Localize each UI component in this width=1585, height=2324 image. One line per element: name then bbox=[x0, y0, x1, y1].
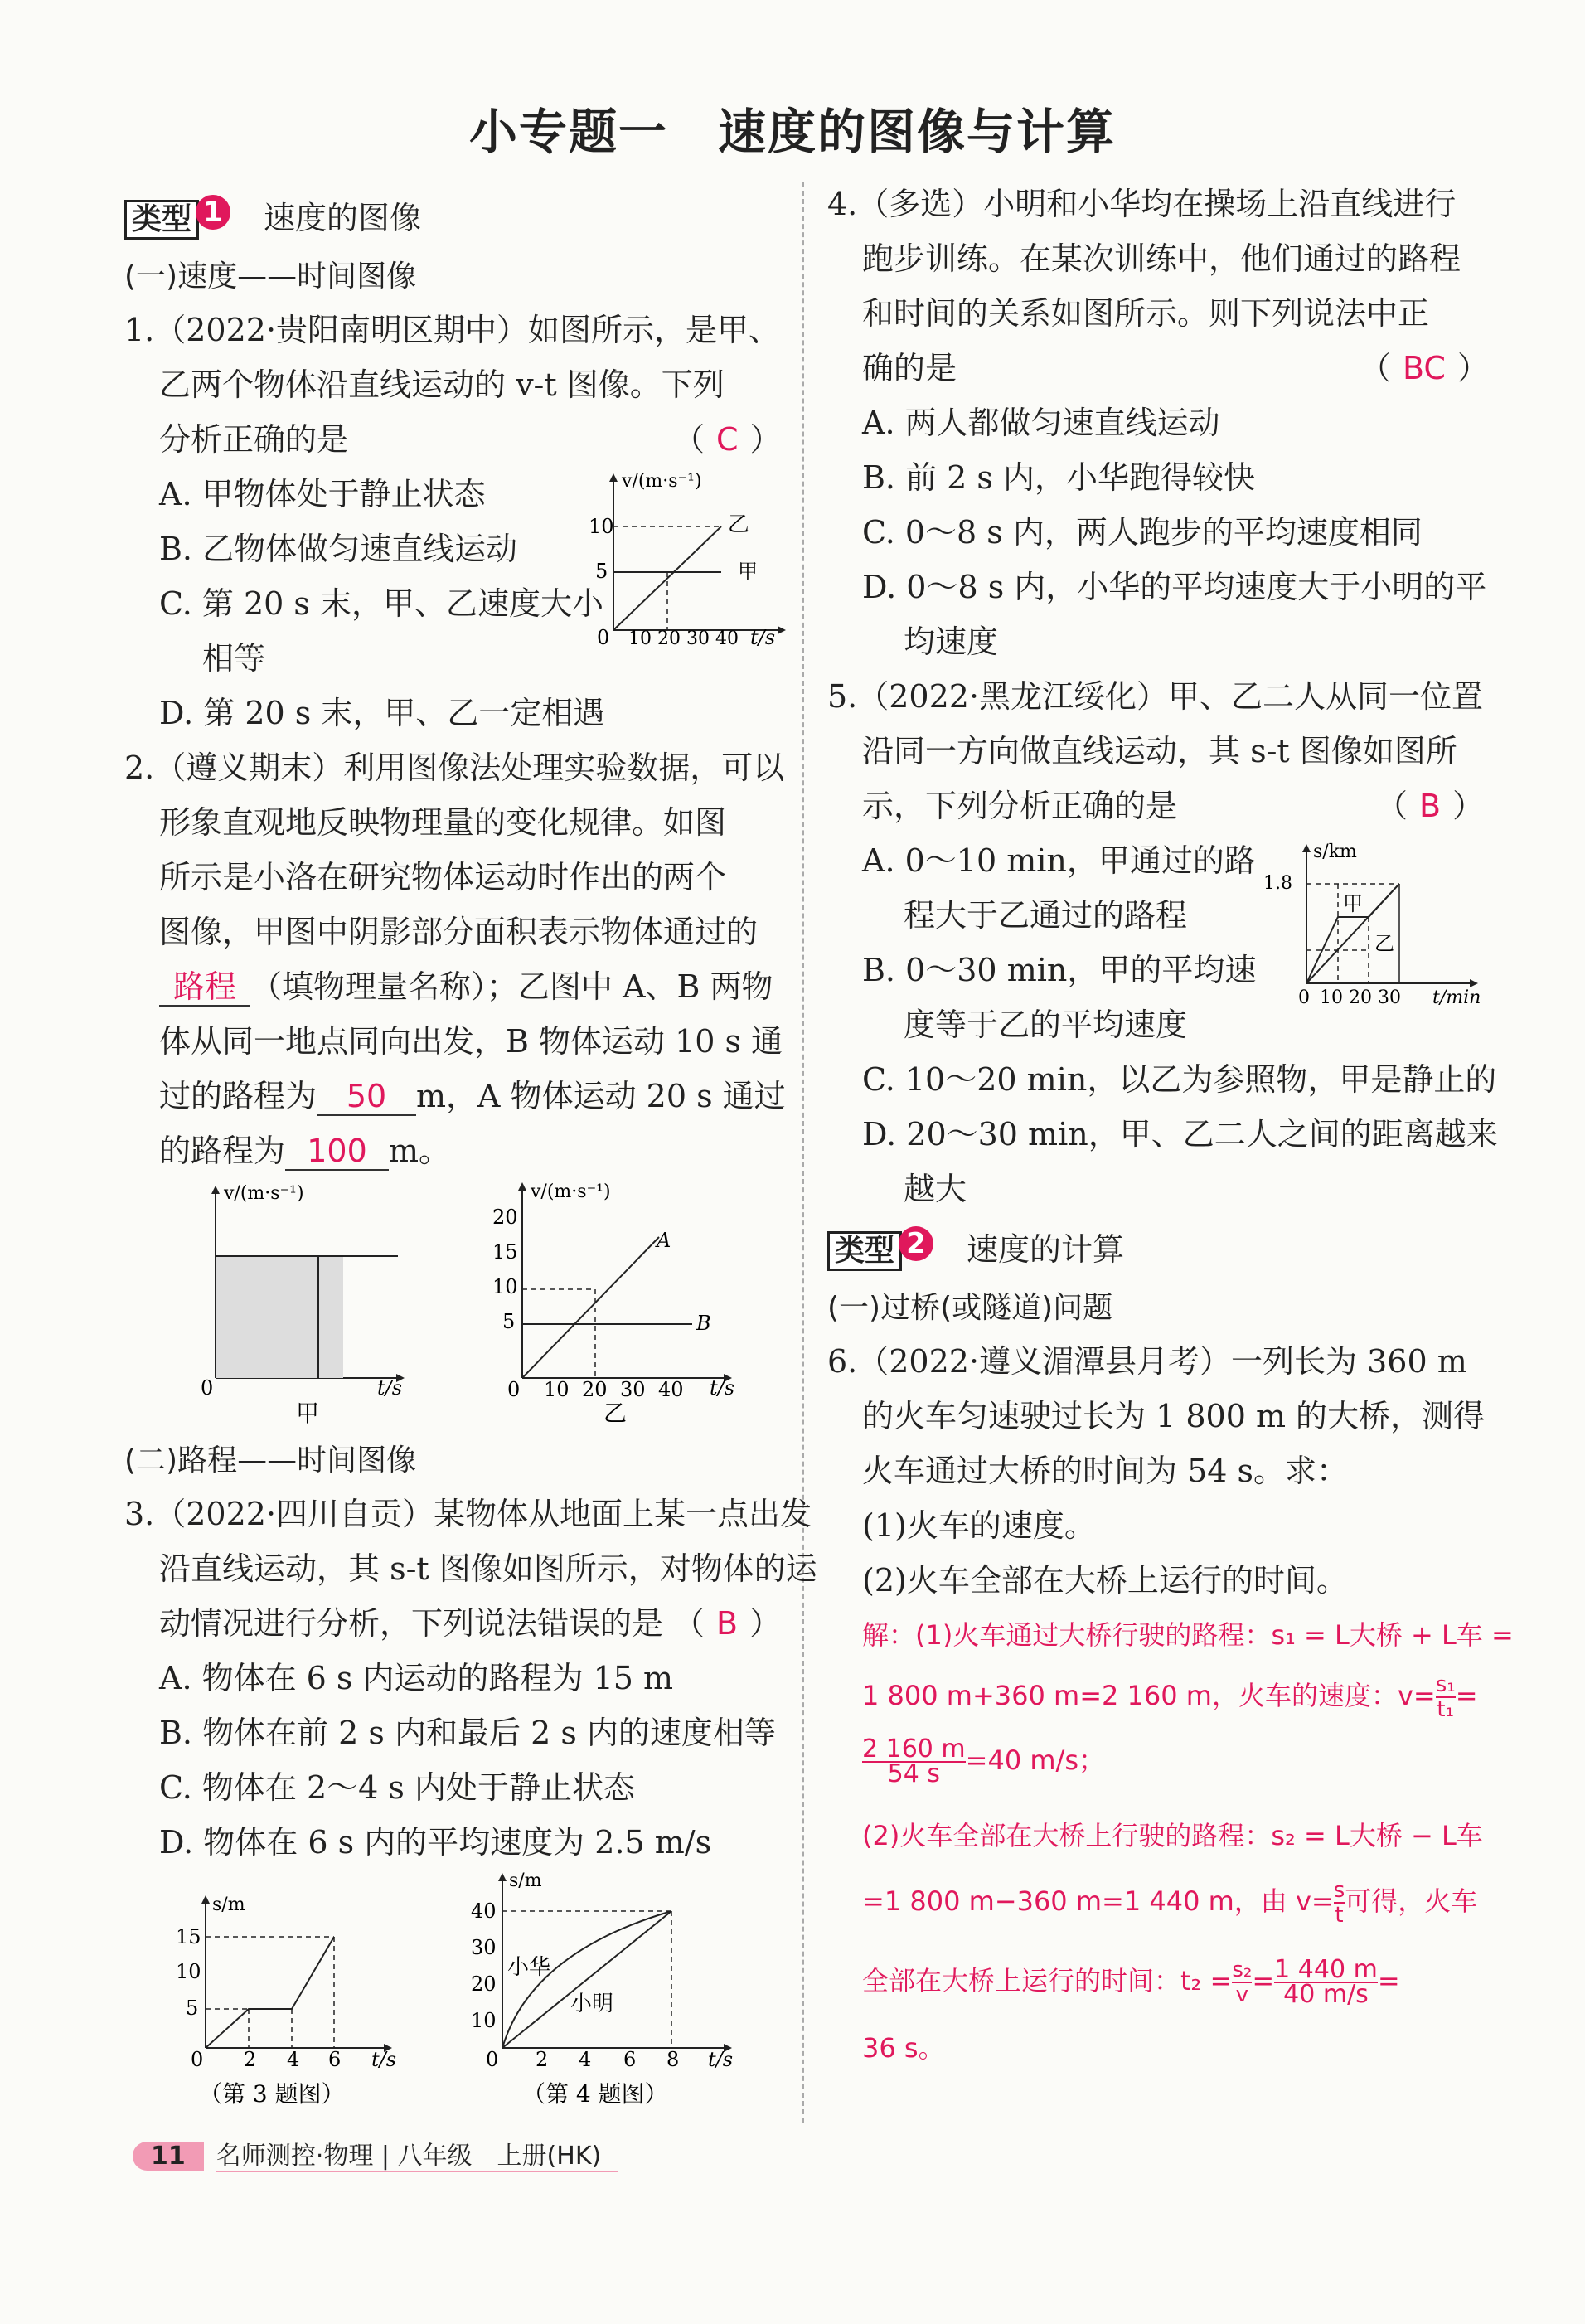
q4-line1: 4.（多选）小明和小华均在操场上沿直线进行 bbox=[827, 186, 1457, 222]
q2-graph-yi bbox=[489, 1171, 746, 1428]
q2-graph-jia bbox=[191, 1171, 414, 1428]
svg-text:5: 5 bbox=[186, 1997, 199, 2020]
svg-text:t/min: t/min bbox=[1432, 987, 1481, 1008]
svg-text:s/m: s/m bbox=[509, 1870, 542, 1891]
svg-text:10: 10 bbox=[492, 1275, 518, 1298]
page-title: 小专题一 速度的图像与计算 bbox=[468, 104, 1116, 160]
q2-blank-3: 100 bbox=[285, 1133, 389, 1171]
q5-option-a: A. 0～10 min，甲通过的路 bbox=[862, 842, 1256, 879]
svg-text:10 20 30 40: 10 20 30 40 bbox=[628, 628, 739, 647]
svg-text:v/(m·s⁻¹): v/(m·s⁻¹) bbox=[531, 1181, 611, 1202]
svg-text:（第 4 题图）: （第 4 题图） bbox=[522, 2080, 668, 2108]
q6-solution-7: 36 s。 bbox=[862, 2032, 945, 2064]
q5-option-c: C. 10～20 min，以乙为参照物，甲是静止的 bbox=[862, 1061, 1497, 1098]
svg-text:5: 5 bbox=[595, 560, 608, 583]
svg-text:v/(m·s⁻¹): v/(m·s⁻¹) bbox=[224, 1183, 304, 1204]
svg-text:0: 0 bbox=[597, 626, 610, 647]
svg-text:0: 0 bbox=[1298, 987, 1310, 1008]
q2-blank-1: 路程 bbox=[159, 968, 250, 1007]
q2-line6: 体从同一地点同向出发，B 物体运动 10 s 通 bbox=[159, 1023, 783, 1060]
svg-text:乙: 乙 bbox=[1374, 932, 1394, 955]
q1-option-c: C. 第 20 s 末，甲、乙速度大小 bbox=[159, 585, 603, 622]
q5-option-b: B. 0～30 min，甲的平均速 bbox=[862, 952, 1257, 988]
q6-solution-6: 全部在大桥上运行的时间：t₂ = $\frac{\text{s₂}}{v}$ = $\frac{1 440 m}{40 m/s}$ = bbox=[862, 1955, 1400, 2009]
q1-line2: 乙两个物体沿直线运动的 v-t 图像。下列 bbox=[159, 366, 725, 403]
q4-option-d-cont: 均速度 bbox=[904, 623, 999, 660]
svg-text:t/s: t/s bbox=[710, 1376, 735, 1400]
svg-text:甲: 甲 bbox=[1343, 892, 1363, 915]
q5-option-b-cont: 度等于乙的平均速度 bbox=[904, 1007, 1188, 1043]
svg-text:2: 2 bbox=[244, 2048, 257, 2071]
q2-blank-2: 50 bbox=[317, 1078, 416, 1116]
q4-option-a: A. 两人都做匀速直线运动 bbox=[862, 405, 1220, 441]
svg-text:t/s: t/s bbox=[377, 1376, 403, 1400]
q2-line2: 形象直观地反映物理量的变化规律。如图 bbox=[159, 804, 727, 841]
q5-option-a-cont: 程大于乙通过的路程 bbox=[904, 897, 1188, 934]
type-number: 2 bbox=[899, 1226, 933, 1261]
q5-st-graph bbox=[1260, 837, 1509, 1016]
svg-text:10 20 30: 10 20 30 bbox=[1320, 987, 1401, 1008]
q5-line1: 5.（2022·黑龙江绥化）甲、乙二人从同一位置 bbox=[827, 678, 1484, 715]
q4-answer-bracket: （ BC ） bbox=[1360, 350, 1489, 386]
type-name: 速度的图像 bbox=[264, 200, 422, 236]
svg-text:B: B bbox=[696, 1312, 711, 1335]
type-number: 1 bbox=[196, 195, 230, 230]
svg-text:4: 4 bbox=[287, 2048, 300, 2071]
svg-text:小华: 小华 bbox=[507, 1955, 551, 1980]
svg-text:2: 2 bbox=[536, 2048, 549, 2071]
svg-text:40: 40 bbox=[658, 1378, 684, 1401]
q6-solution-3: $\frac{2 160 m}{54 s}$ =40 m/s； bbox=[862, 1735, 1105, 1788]
section-heading: (一)速度——时间图像 bbox=[124, 260, 417, 294]
q5-answer: B bbox=[1419, 788, 1442, 824]
svg-text:15: 15 bbox=[176, 1925, 201, 1948]
q6-line2: 的火车匀速驶过长为 1 800 m 的大桥，测得 bbox=[862, 1398, 1486, 1434]
q1-line3: 分析正确的是 bbox=[159, 421, 349, 458]
q1-vt-graph bbox=[580, 468, 796, 647]
footer bbox=[133, 2135, 618, 2171]
q1-line1: 1.（2022·贵阳南明区期中）如图所示，是甲、 bbox=[124, 312, 781, 348]
svg-text:10: 10 bbox=[589, 515, 614, 538]
q2-line1: 2.（遵义期末）利用图像法处理实验数据，可以 bbox=[124, 750, 785, 786]
q2-line5: 路程 （填物理量名称）；乙图中 A、B 两物 bbox=[159, 968, 773, 1007]
svg-text:20: 20 bbox=[582, 1378, 608, 1401]
q3-line3: 动情况进行分析，下列说法错误的是 bbox=[159, 1605, 664, 1642]
column-divider bbox=[802, 182, 804, 2123]
q3-option-a: A. 物体在 6 s 内运动的路程为 15 m bbox=[159, 1660, 674, 1696]
section-heading: (一)过桥(或隧道)问题 bbox=[827, 1291, 1113, 1325]
svg-text:0: 0 bbox=[486, 2048, 499, 2071]
q5-option-d-cont: 越大 bbox=[904, 1171, 967, 1207]
svg-text:t/s: t/s bbox=[708, 2048, 734, 2071]
q4-option-b: B. 前 2 s 内，小华跑得较快 bbox=[862, 459, 1255, 496]
svg-text:小明: 小明 bbox=[570, 1992, 614, 2016]
q6-line1: 6.（2022·遵义湄潭县月考）一列长为 360 m bbox=[827, 1343, 1467, 1380]
svg-text:甲: 甲 bbox=[738, 560, 758, 583]
svg-text:6: 6 bbox=[623, 2048, 637, 2071]
q2-line3: 所示是小洛在研究物体运动时作出的两个 bbox=[159, 859, 727, 895]
svg-text:s/m: s/m bbox=[212, 1895, 245, 1915]
q1-option-a: A. 甲物体处于静止状态 bbox=[159, 476, 486, 512]
svg-text:0: 0 bbox=[201, 1376, 214, 1400]
svg-text:v/(m·s⁻¹): v/(m·s⁻¹) bbox=[622, 471, 702, 492]
svg-text:0: 0 bbox=[507, 1378, 521, 1401]
q3-option-d: D. 物体在 6 s 内的平均速度为 2.5 m/s bbox=[159, 1824, 712, 1861]
svg-text:10: 10 bbox=[471, 2009, 497, 2032]
type-2-header bbox=[827, 1224, 1125, 1268]
svg-text:40: 40 bbox=[471, 1899, 497, 1923]
page-number: 11 bbox=[133, 2142, 204, 2171]
q6-line4: (1)火车的速度。 bbox=[862, 1507, 1096, 1544]
q5-answer-bracket: （ B ） bbox=[1376, 788, 1485, 824]
q5-option-d: D. 20～30 min，甲、乙二人之间的距离越来 bbox=[862, 1116, 1498, 1152]
q1-option-d: D. 第 20 s 末，甲、乙一定相遇 bbox=[159, 695, 605, 731]
q3-option-b: B. 物体在前 2 s 内和最后 2 s 内的速度相等 bbox=[159, 1715, 776, 1751]
q6-solution-5: =1 800 m−360 m=1 440 m，由 v= $\frac{s}{t}$ 可得，火车 bbox=[862, 1878, 1478, 1928]
q3-line1: 3.（2022·四川自贡）某物体从地面上某一点出发 bbox=[124, 1496, 812, 1532]
q6-solution-1: 解：(1)火车通过大桥行驶的路程：s₁ = L大桥 + L车 = bbox=[862, 1619, 1514, 1651]
svg-text:8: 8 bbox=[666, 2048, 680, 2071]
svg-text:（第 3 题图）: （第 3 题图） bbox=[199, 2080, 345, 2108]
q3-option-c: C. 物体在 2～4 s 内处于静止状态 bbox=[159, 1769, 635, 1806]
q3-answer: B bbox=[716, 1605, 739, 1642]
svg-text:乙: 乙 bbox=[728, 512, 750, 537]
svg-text:t/s: t/s bbox=[371, 2048, 397, 2071]
q4-line3: 和时间的关系如图所示。则下列说法中正 bbox=[862, 295, 1430, 332]
q4-st-graph bbox=[464, 1861, 746, 2118]
q6-solution-2: 1 800 m+360 m=2 160 m，火车的速度：v= $\frac{\text{s₁}}{\text{t₁}}$ = bbox=[862, 1672, 1478, 1722]
svg-text:s/km: s/km bbox=[1313, 842, 1357, 862]
q6-solution-4: (2)火车全部在大桥上行驶的路程：s₂ = L大桥 − L车 bbox=[862, 1820, 1483, 1851]
type-1-header bbox=[124, 192, 421, 234]
svg-text:30: 30 bbox=[620, 1378, 646, 1401]
q3-st-graph bbox=[166, 1882, 414, 2123]
q5-line3: 示，下列分析正确的是 bbox=[862, 788, 1178, 824]
svg-text:6: 6 bbox=[328, 2048, 342, 2071]
type-name: 速度的计算 bbox=[967, 1231, 1125, 1268]
q3-answer-bracket: （ B ） bbox=[673, 1605, 782, 1642]
section-heading: (二)路程——时间图像 bbox=[124, 1443, 417, 1477]
q2-line7: 过的路程为 50 m，A 物体运动 20 s 通过 bbox=[159, 1078, 786, 1114]
svg-text:甲: 甲 bbox=[296, 1400, 320, 1427]
svg-text:5: 5 bbox=[502, 1310, 516, 1333]
q2-line8: 的路程为 100 m。 bbox=[159, 1133, 451, 1169]
type-label: 类型 bbox=[827, 1231, 902, 1271]
q6-line3: 火车通过大桥的时间为 54 s。求： bbox=[862, 1453, 1349, 1489]
svg-text:4: 4 bbox=[579, 2048, 592, 2071]
q6-line5: (2)火车全部在大桥上运行的时间。 bbox=[862, 1562, 1348, 1599]
svg-text:15: 15 bbox=[492, 1240, 518, 1264]
q1-option-c-cont: 相等 bbox=[202, 640, 266, 677]
q4-option-d: D. 0～8 s 内，小华的平均速度大于小明的平 bbox=[862, 569, 1487, 605]
svg-text:1.8: 1.8 bbox=[1263, 873, 1292, 894]
svg-text:10: 10 bbox=[176, 1960, 201, 1983]
svg-text:30: 30 bbox=[471, 1936, 497, 1959]
svg-text:20: 20 bbox=[471, 1972, 497, 1996]
q1-answer: C bbox=[716, 421, 739, 458]
svg-text:10: 10 bbox=[544, 1378, 570, 1401]
q1-answer-bracket: （ C ） bbox=[673, 421, 782, 458]
q4-line4: 确的是 bbox=[862, 350, 957, 386]
footer-text: 名师测控·物理 | 八年级 上册(HK) bbox=[216, 2142, 618, 2172]
q4-answer: BC bbox=[1403, 350, 1446, 386]
q4-option-c: C. 0～8 s 内，两人跑步的平均速度相同 bbox=[862, 514, 1423, 551]
svg-text:乙: 乙 bbox=[603, 1400, 628, 1427]
svg-text:A: A bbox=[657, 1229, 671, 1252]
q5-line2: 沿同一方向做直线运动，其 s-t 图像如图所 bbox=[862, 733, 1457, 769]
svg-text:0: 0 bbox=[191, 2048, 204, 2071]
q4-line2: 跑步训练。在某次训练中，他们通过的路程 bbox=[862, 240, 1461, 277]
svg-text:20: 20 bbox=[492, 1206, 518, 1229]
type-label: 类型 bbox=[124, 200, 199, 240]
q1-option-b: B. 乙物体做匀速直线运动 bbox=[159, 531, 518, 567]
svg-text:t/s: t/s bbox=[750, 626, 776, 647]
q3-line2: 沿直线运动，其 s-t 图像如图所示，对物体的运 bbox=[159, 1550, 817, 1587]
q2-line4: 图像，甲图中阴影部分面积表示物体通过的 bbox=[159, 914, 759, 950]
